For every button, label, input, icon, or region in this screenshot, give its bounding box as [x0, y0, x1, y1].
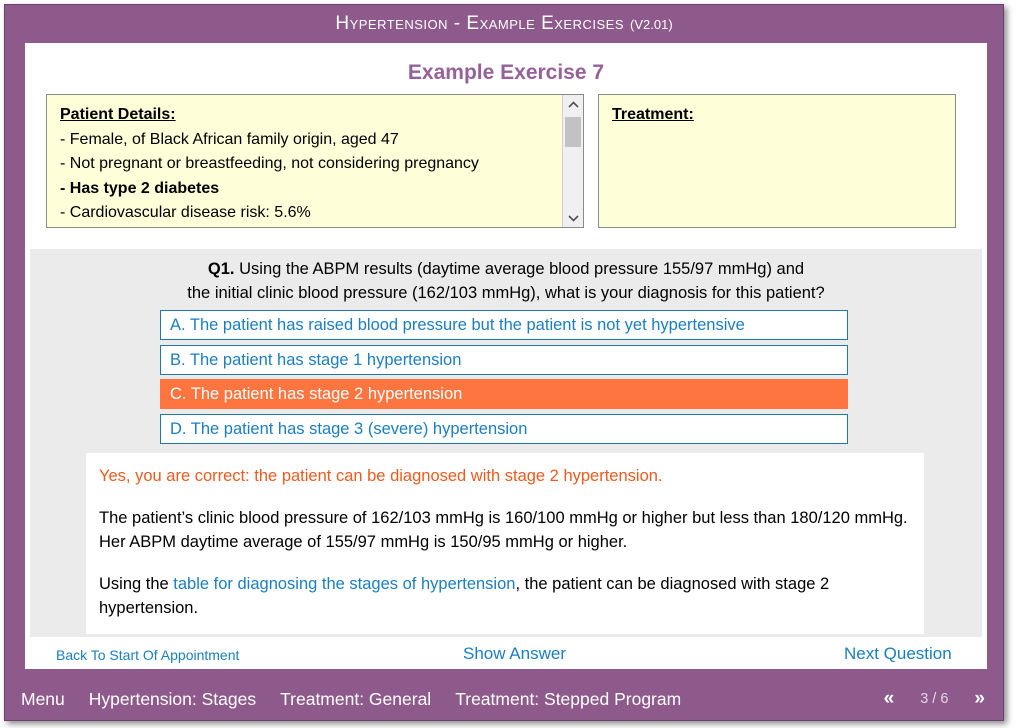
question-area: [30, 249, 982, 637]
window-version: (V2.01): [630, 16, 673, 32]
patient-detail-line: - Has type 2 diabetes: [60, 179, 220, 197]
answer-option-a[interactable]: A. The patient has raised blood pressure but the patient is not yet hypertensive: [160, 310, 848, 340]
next-question-button[interactable]: Next Question: [844, 644, 952, 663]
feedback-correct: Yes, you are correct: the patient can be diagnosed with stage 2 hypertension.: [99, 467, 663, 485]
bottom-nav: [5, 679, 1003, 719]
answer-option-b[interactable]: B. The patient has stage 1 hypertension: [160, 345, 848, 375]
question-text: [30, 257, 982, 305]
nav-hypertension-stages[interactable]: Hypertension: Stages: [88, 688, 257, 709]
main-content: [25, 43, 987, 669]
treatment-heading: Treatment:: [612, 106, 694, 123]
previous-page-button[interactable]: «: [883, 688, 895, 709]
pager: [884, 679, 985, 719]
back-to-start-link[interactable]: Back To Start Of Appointment: [56, 647, 240, 663]
patient-detail-line: - Cardiovascular disease risk: 5.6%: [60, 204, 311, 221]
feedback-using-suffix: , the patient can be diagnosed with stage 2 hypertension.: [99, 574, 830, 617]
patient-details-heading: Patient Details:: [60, 106, 176, 123]
question-number: Q1.: [207, 260, 235, 278]
patient-details-scrollbar[interactable]: [562, 95, 583, 227]
next-page-button[interactable]: »: [974, 688, 985, 709]
treatment-panel: [598, 94, 956, 228]
page-indicator: 3 / 6: [920, 691, 949, 707]
diagnosis-table-link[interactable]: table for diagnosing the stages of hypertension: [173, 574, 516, 593]
feedback-box: [86, 453, 924, 634]
question-text-line1: Using the ABPM results (daytime average blood pressure 155/97 mmHg) and: [234, 260, 805, 278]
nav-treatment-stepped-program[interactable]: Treatment: Stepped Program: [455, 688, 682, 709]
question-text-line2: the initial clinic blood pressure (162/103 mmHg), what is your diagnosis for this patient?: [187, 284, 825, 302]
patient-detail-line: - Female, of Black African family origin, aged 47: [60, 130, 399, 148]
exercise-title: Example Exercise 7: [407, 61, 605, 84]
feedback-using-prefix: Using the: [99, 574, 174, 593]
scroll-thumb[interactable]: [565, 117, 581, 147]
chevron-down-icon[interactable]: [563, 209, 583, 227]
window-title: Hypertension - Example Exercises: [335, 13, 625, 34]
feedback-explanation: The patient’s clinic blood pressure of 162/103 mmHg is 160/100 mmHg or higher but less than 180/120 mmHg. Her ABPM daytime average of 155/97 mmHg is 150/95 mmHg or higher.: [99, 508, 908, 551]
chevron-up-icon[interactable]: [563, 95, 583, 113]
feedback-conclusion: [99, 572, 911, 621]
answer-option-c[interactable]: C. The patient has stage 2 hypertension: [160, 379, 848, 409]
nav-treatment-general[interactable]: Treatment: General: [280, 688, 432, 709]
patient-details-panel[interactable]: [46, 94, 584, 228]
patient-details-text: [60, 103, 559, 226]
title-bar: [5, 5, 1003, 43]
patient-detail-line: - Not pregnant or breastfeeding, not considering pregnancy: [60, 155, 479, 172]
answer-option-d[interactable]: D. The patient has stage 3 (severe) hypertension: [160, 414, 848, 444]
show-answer-button[interactable]: Show Answer: [463, 644, 566, 663]
app-window: [4, 4, 1004, 721]
nav-menu[interactable]: Menu: [21, 688, 65, 709]
